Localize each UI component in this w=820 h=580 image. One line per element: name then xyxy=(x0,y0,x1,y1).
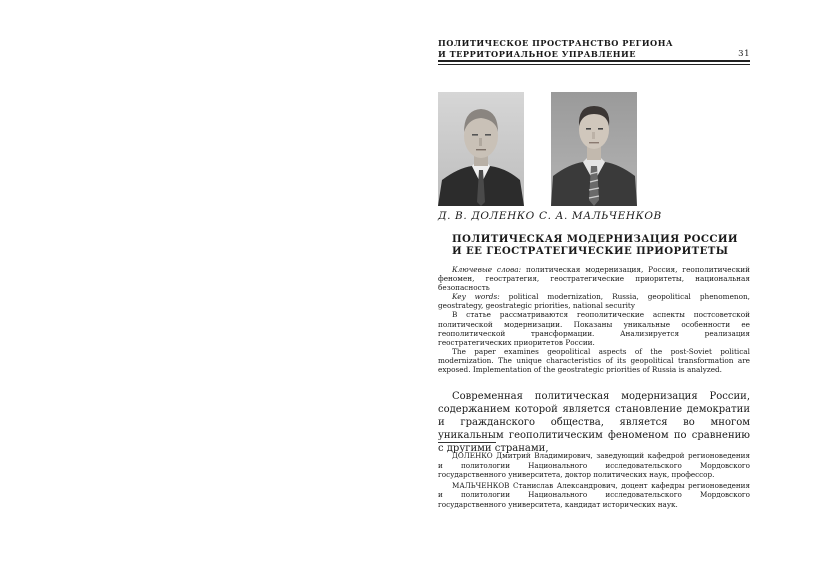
article-body xyxy=(438,390,750,455)
article-title-line2: И ЕЕ ГЕОСТРАТЕГИЧЕСКИЕ ПРИОРИТЕТЫ xyxy=(452,245,729,257)
author-photo-dolenko xyxy=(438,92,524,206)
article-title-line1: ПОЛИТИЧЕСКАЯ МОДЕРНИЗАЦИЯ РОССИИ xyxy=(452,233,738,245)
running-header xyxy=(438,38,750,60)
journal-page xyxy=(438,38,750,568)
running-title-line2: И ТЕРРИТОРИАЛЬНОЕ УПРАВЛЕНИЕ xyxy=(438,49,637,59)
header-rule-thick xyxy=(438,60,750,62)
article-title xyxy=(452,233,752,257)
keywords-ru xyxy=(438,265,750,292)
footnote-separator xyxy=(438,442,496,443)
header-rule-thin xyxy=(438,64,750,65)
keywords-en xyxy=(438,292,750,310)
keywords-en-text: political modernization, Russia, geopolitical phenomenon, geostrategy, geostrategic priorities, national security xyxy=(438,292,750,311)
keywords-en-label: Key words: xyxy=(452,292,500,302)
author-photo-malchenkov xyxy=(551,92,637,206)
summary-en: The paper examines geopolitical aspects of the post-Soviet political modernization. The unique characteristics of its geopolitical transformation are exposed. Implementation of the geostrategic priorities of Russia is analyzed. xyxy=(438,346,750,375)
footnotes xyxy=(438,451,750,511)
footnote-malchenkov: МАЛЬЧЕНКОВ Станислав Александрович, доцент кафедры регионоведения и политологии Национального исследовательского Мордовского государственного университета, кандидат исторических наук. xyxy=(438,480,750,509)
footnote-dolenko: ДОЛЕНКО Дмитрий Владимирович, заведующий кафедрой регионоведения и политологии Национального исследовательского Мордовского государственного университета, доктор политических наук, профессор. xyxy=(438,451,750,480)
keywords-ru-label: Ключевые слова: xyxy=(452,265,522,274)
abstract-block xyxy=(438,265,750,374)
keywords-ru-text: политическая модернизация, Россия, геополитический феномен, геостратегия, геостратегические приоритеты, национальная безопасность xyxy=(438,265,750,293)
author-name-2: С. А. МАЛЬЧЕНКОВ xyxy=(539,210,662,222)
summary-ru: В статье рассматриваются геополитические аспекты постсоветской политической модернизации. Показаны уникальные особенности ее геополитической трансформации. Анализируется реализация геостратегических приоритетов России. xyxy=(438,310,750,347)
page-number: 31 xyxy=(738,49,750,59)
author-name-1: Д. В. ДОЛЕНКО xyxy=(438,210,535,222)
body-paragraph-1: Современная политическая модернизация России, содержанием которой является становление демократии и гражданского общества, является во многом уникальным геополитическим феноменом по сравнению с другими странами, xyxy=(438,391,750,454)
running-title-line1: ПОЛИТИЧЕСКОЕ ПРОСТРАНСТВО РЕГИОНА xyxy=(438,38,674,48)
